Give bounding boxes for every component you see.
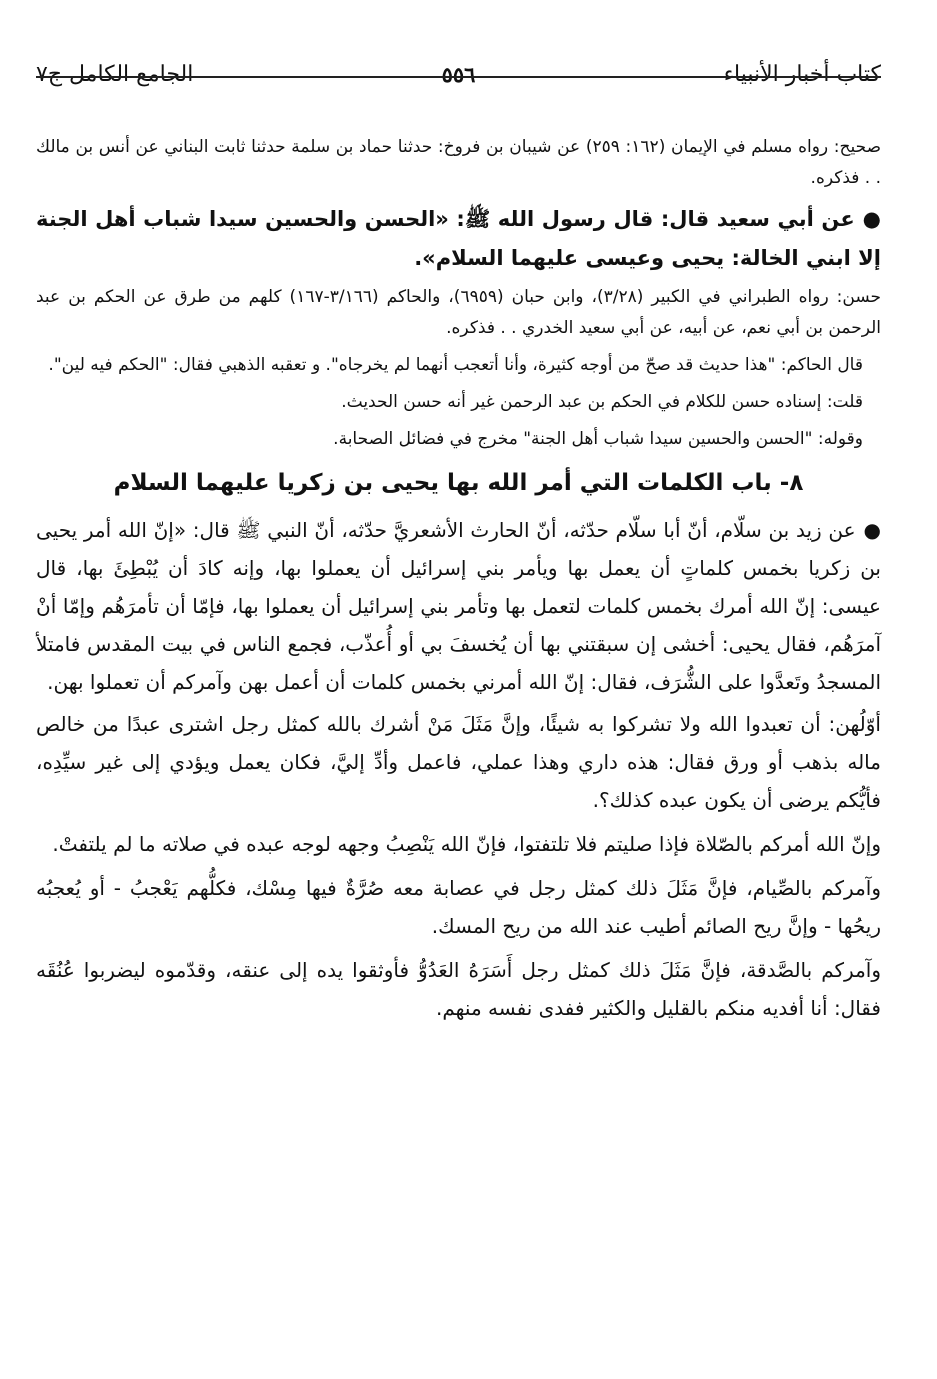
header-rule — [36, 76, 881, 78]
bullet-icon: ● — [863, 518, 881, 542]
hadith-paragraph: وإنّ الله أمركم بالصّلاة فإذا صليتم فلا تلتفتوا، فإنّ الله يَنْصِبُ وجهه لوجه عبده في صلاته ما لم يلتفتْ. — [52, 832, 881, 856]
bullet-icon: ● — [862, 207, 881, 231]
book-title: كتاب أخبار الأنبياء — [723, 62, 881, 87]
collection-title: الجامع الكامل ج٧ — [36, 62, 194, 87]
hadith-paragraph: وآمركم بالصِّيام، فإنَّ مَثَلَ ذلك كمثل رجل في عصابة معه صُرَّةٌ فيها مِسْك، فكلُّهم يَعْجبُ - أو يُعجبُه ريحُها - وإنَّ ريح الصائم أطيب عند الله من ريح المسك. — [36, 876, 881, 938]
hadith-paragraph: وآمركم بالصَّدقة، فإنَّ مَثَلَ ذلك كمثل رجل أَسَرَهُ العَدُوُّ فأوثقوا يده إلى عنقه، وقدّموه ليضربوا عُنُقَه فقال: أنا أفديه منكم بالقليل والكثير ففدى نفسه منهم. — [36, 958, 881, 1020]
page-number: ٥٥٦ — [441, 62, 476, 87]
hadith-text — [36, 200, 881, 278]
hadith-body: عن أبي سعيد قال: قال رسول الله ﷺ: «الحسن والحسين سيدا شباب أهل الجنة إلا ابني الخالة: يحيى وعيسى عليهما السلام». — [36, 207, 881, 270]
hadith-body: عن زيد بن سلّام، أنّ أبا سلّام حدّثه، أنّ الحارث الأشعريَّ حدّثه، أنّ النبي ﷺ قال: «إنّ الله أمر يحيى بن زكريا بخمس كلماتٍ أن يعمل بها ويأمر بني إسرائيل أن يعملوا بها، وإنه كادَ أن يُبْطِئَ بها، قال عيسى: إنّ الله أمرك بخمس كلمات لتعمل بها وتأمر بني إسرائيل أن يعملوا بها، فإمّا أن تأمرَهُم وإمّا أنْ آمرَهُم، فقال يحيى: أخشى إن سبقتني بها أن يُخسفَ بي أو أُعذّب، فجمع الناس في بيت المقدس فامتلأ المسجدُ وتَعدَّوا على الشُّرَف، فقال: إنّ الله أمرني بخمس كلمات أن أعمل بهن وآمركم أن تعملوا بهن. — [36, 518, 881, 694]
chapter-heading: ٨- باب الكلمات التي أمر الله بها يحيى بن زكريا عليهما السلام — [113, 470, 804, 496]
commentary-note: قال الحاكم: "هذا حديث قد صحّ من أوجه كثيرة، وأنا أتعجب أنهما لم يخرجاه". و تعقبه الذهبي فقال: "الحكم فيه لين". — [48, 355, 863, 375]
commentary-note: وقوله: "الحسن والحسين سيدا شباب أهل الجنة" مخرج في فضائل الصحابة. — [333, 429, 863, 449]
hadith-paragraph: أوّلُهن: أن تعبدوا الله ولا تشركوا به شيئًا، وإنَّ مَثَلَ مَنْ أشرك بالله كمثل رجل اشترى عبدًا من خالص ماله بذهب أو ورق فقال: هذه داري وهذا عملي، فاعمل وأدِّ إليَّ، فكان يعمل ويؤدي إلى غير سيِّدِه، فأيُّكم يرضى أن يكون عبده كذلك؟. — [36, 712, 881, 812]
page-body — [36, 132, 881, 1033]
page-body-wrapper — [36, 0, 881, 1379]
hadith-text — [36, 511, 881, 701]
grading-note: صحيح: رواه مسلم في الإيمان (١٦٢: ٢٥٩) عن شيبان بن فروخ: حدثنا حماد بن سلمة حدثنا ثابت البناني عن أنس بن مالك . . فذكره. — [36, 137, 882, 188]
grading-note: حسن: رواه الطبراني في الكبير (٣/٢٨)، وابن حبان (٦٩٥٩)، والحاكم (٣/١٦٦-١٦٧) كلهم من طرق عن الحكم بن عبد الرحمن بن أبي نعم، عن أبيه، عن أبي سعيد الخدري . . فذكره. — [36, 287, 881, 338]
commentary-note: قلت: إسناده حسن للكلام في الحكم بن عبد الرحمن غير أنه حسن الحديث. — [341, 392, 863, 412]
